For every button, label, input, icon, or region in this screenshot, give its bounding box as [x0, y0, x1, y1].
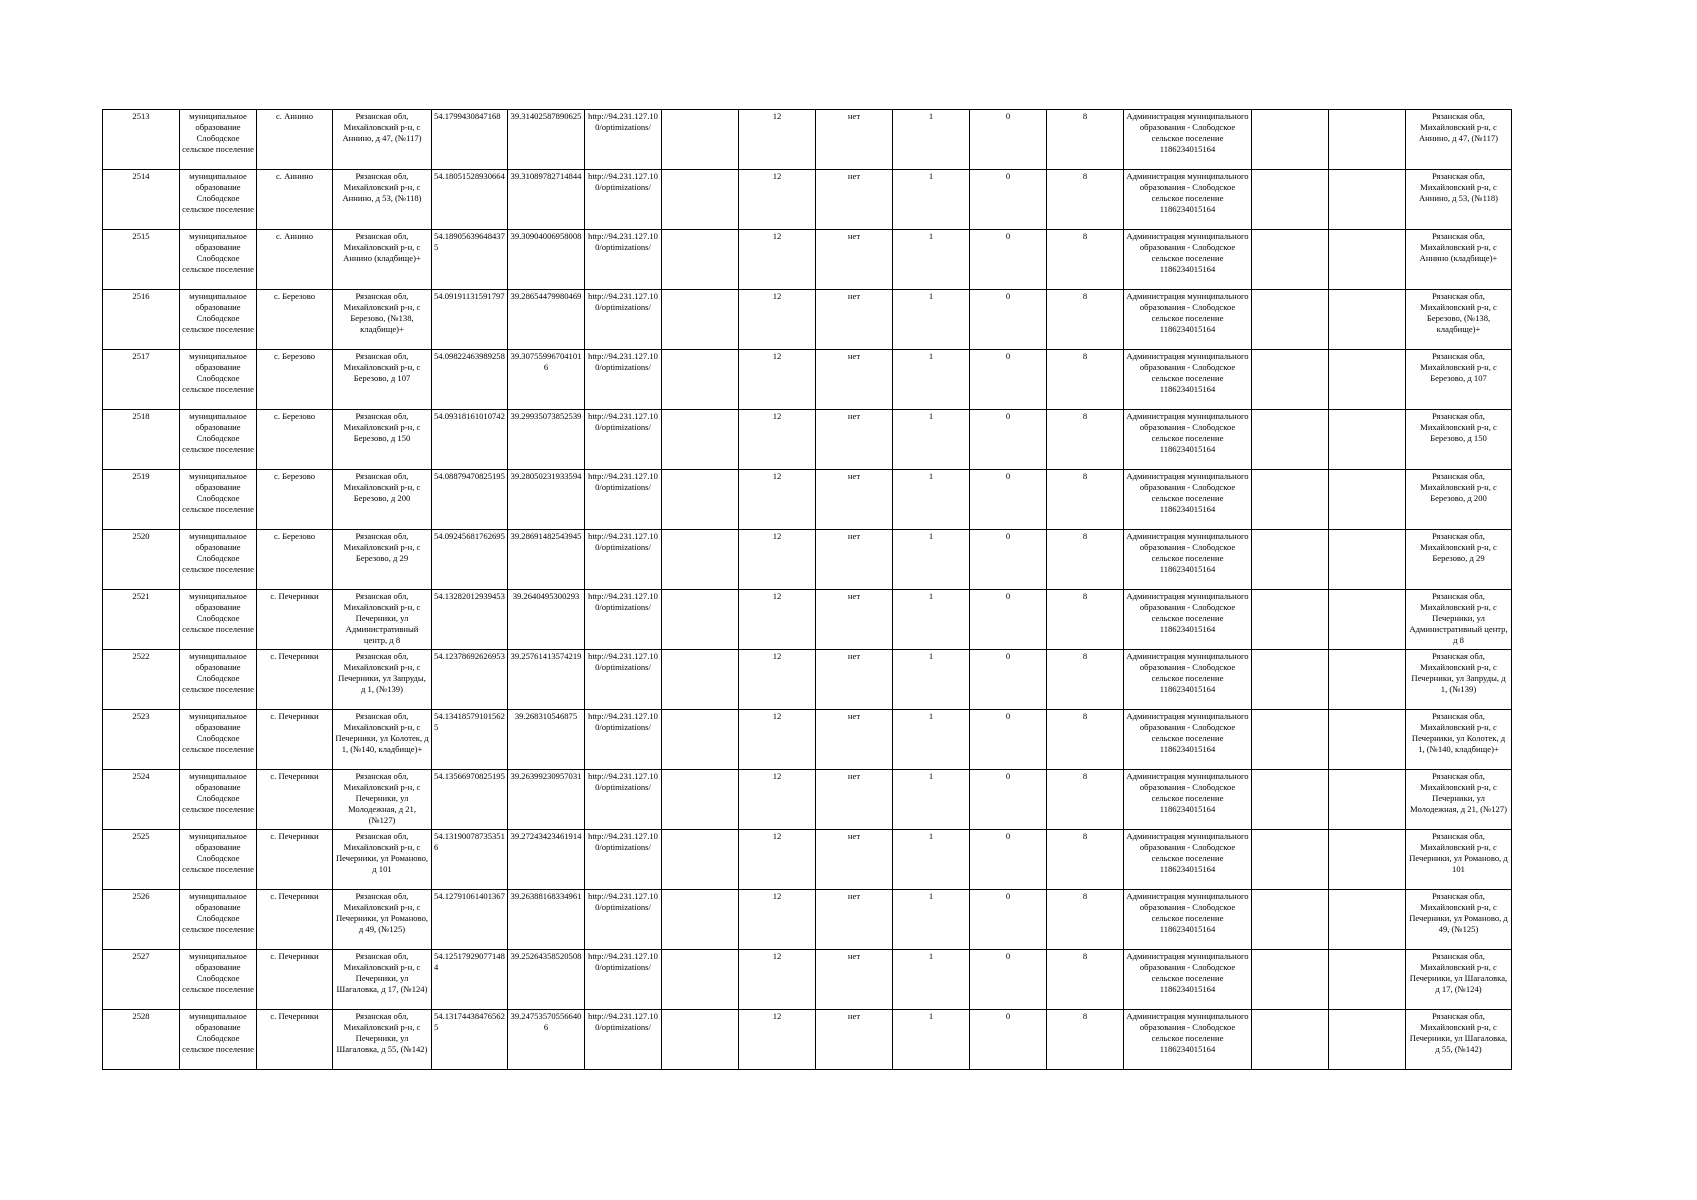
flag-cell: нет — [816, 410, 893, 470]
latitude-cell: 54.13566970825195 — [432, 770, 508, 830]
locality-cell: с. Березово — [257, 410, 333, 470]
url-cell: http://94.231.127.100/optimizations/ — [585, 350, 662, 410]
latitude-cell: 54.09191131591797 — [432, 290, 508, 350]
row-number-cell: 2517 — [103, 350, 180, 410]
count-cell: 8 — [1047, 770, 1124, 830]
count-cell: 0 — [970, 650, 1047, 710]
empty-cell — [1329, 950, 1406, 1010]
table-row — [103, 470, 1512, 530]
address-cell: Рязанская обл, Михайловский р-н, с Печерники, ул Романово, д 49, (№125) — [333, 890, 432, 950]
table-row — [103, 170, 1512, 230]
empty-cell — [1252, 590, 1329, 650]
url-cell: http://94.231.127.100/optimizations/ — [585, 170, 662, 230]
flag-cell: нет — [816, 170, 893, 230]
empty-cell — [662, 650, 739, 710]
table-row — [103, 830, 1512, 890]
latitude-cell: 54.12791061401367 — [432, 890, 508, 950]
count-cell: 8 — [1047, 290, 1124, 350]
empty-cell — [1252, 170, 1329, 230]
empty-cell — [1329, 410, 1406, 470]
owner-cell: Администрация муниципального образования - Слободское сельское поселение 1186234015164 — [1124, 1010, 1252, 1070]
empty-cell — [662, 350, 739, 410]
table-row — [103, 890, 1512, 950]
flag-cell: нет — [816, 530, 893, 590]
count-cell: 8 — [1047, 890, 1124, 950]
municipality-cell: муниципальное образование Слободское сельское поселение — [180, 950, 257, 1010]
url-cell: http://94.231.127.100/optimizations/ — [585, 830, 662, 890]
latitude-cell: 54.09822463989258 — [432, 350, 508, 410]
municipality-cell: муниципальное образование Слободское сельское поселение — [180, 470, 257, 530]
url-cell: http://94.231.127.100/optimizations/ — [585, 230, 662, 290]
owner-cell: Администрация муниципального образования - Слободское сельское поселение 1186234015164 — [1124, 830, 1252, 890]
municipality-cell: муниципальное образование Слободское сельское поселение — [180, 1010, 257, 1070]
empty-cell — [1329, 770, 1406, 830]
count-cell: 1 — [893, 590, 970, 650]
url-cell: http://94.231.127.100/optimizations/ — [585, 650, 662, 710]
value-cell: 12 — [739, 890, 816, 950]
longitude-cell: 39.25264358520508 — [508, 950, 585, 1010]
empty-cell — [1252, 950, 1329, 1010]
address-cell: Рязанская обл, Михайловский р-н, с Аннино, д 53, (№118) — [333, 170, 432, 230]
address-cell: Рязанская обл, Михайловский р-н, с Березово, д 150 — [333, 410, 432, 470]
locality-cell: с. Аннино — [257, 170, 333, 230]
count-cell: 1 — [893, 170, 970, 230]
count-cell: 0 — [970, 410, 1047, 470]
municipality-cell: муниципальное образование Слободское сельское поселение — [180, 230, 257, 290]
address-cell: Рязанская обл, Михайловский р-н, с Печерники, ул Молодежная, д 21, (№127) — [333, 770, 432, 830]
empty-cell — [1329, 230, 1406, 290]
municipality-cell: муниципальное образование Слободское сельское поселение — [180, 770, 257, 830]
count-cell: 0 — [970, 170, 1047, 230]
count-cell: 0 — [970, 770, 1047, 830]
empty-cell — [1252, 890, 1329, 950]
flag-cell: нет — [816, 470, 893, 530]
longitude-cell: 39.268310546875 — [508, 710, 585, 770]
count-cell: 8 — [1047, 1010, 1124, 1070]
count-cell: 1 — [893, 410, 970, 470]
latitude-cell: 54.131900787353516 — [432, 830, 508, 890]
row-number-cell: 2522 — [103, 650, 180, 710]
count-cell: 1 — [893, 530, 970, 590]
address-duplicate-cell: Рязанская обл, Михайловский р-н, с Аннино, д 53, (№118) — [1406, 170, 1512, 230]
row-number-cell: 2515 — [103, 230, 180, 290]
table-row — [103, 710, 1512, 770]
owner-cell: Администрация муниципального образования - Слободское сельское поселение 1186234015164 — [1124, 710, 1252, 770]
longitude-cell: 39.2640495300293 — [508, 590, 585, 650]
table-row — [103, 1010, 1512, 1070]
empty-cell — [1329, 110, 1406, 170]
address-duplicate-cell: Рязанская обл, Михайловский р-н, с Березово, д 200 — [1406, 470, 1512, 530]
count-cell: 8 — [1047, 110, 1124, 170]
address-duplicate-cell: Рязанская обл, Михайловский р-н, с Аннино (кладбище)+ — [1406, 230, 1512, 290]
longitude-cell: 39.247535705566406 — [508, 1010, 585, 1070]
count-cell: 8 — [1047, 470, 1124, 530]
url-cell: http://94.231.127.100/optimizations/ — [585, 110, 662, 170]
empty-cell — [1329, 830, 1406, 890]
table-row — [103, 290, 1512, 350]
count-cell: 1 — [893, 650, 970, 710]
url-cell: http://94.231.127.100/optimizations/ — [585, 1010, 662, 1070]
empty-cell — [1329, 170, 1406, 230]
address-cell: Рязанская обл, Михайловский р-н, с Березово, д 107 — [333, 350, 432, 410]
count-cell: 0 — [970, 530, 1047, 590]
empty-cell — [1252, 650, 1329, 710]
value-cell: 12 — [739, 710, 816, 770]
row-number-cell: 2513 — [103, 110, 180, 170]
empty-cell — [1329, 470, 1406, 530]
longitude-cell: 39.31089782714844 — [508, 170, 585, 230]
flag-cell: нет — [816, 830, 893, 890]
row-number-cell: 2527 — [103, 950, 180, 1010]
empty-cell — [662, 770, 739, 830]
count-cell: 0 — [970, 1010, 1047, 1070]
url-cell: http://94.231.127.100/optimizations/ — [585, 770, 662, 830]
latitude-cell: 54.189056396484375 — [432, 230, 508, 290]
registry-table — [102, 109, 1512, 1070]
latitude-cell: 54.134185791015625 — [432, 710, 508, 770]
flag-cell: нет — [816, 350, 893, 410]
longitude-cell: 39.26388168334961 — [508, 890, 585, 950]
locality-cell: с. Березово — [257, 530, 333, 590]
value-cell: 12 — [739, 170, 816, 230]
address-cell: Рязанская обл, Михайловский р-н, с Печерники, ул Запруды, д 1, (№139) — [333, 650, 432, 710]
empty-cell — [662, 410, 739, 470]
count-cell: 1 — [893, 710, 970, 770]
locality-cell: с. Печерники — [257, 950, 333, 1010]
value-cell: 12 — [739, 230, 816, 290]
municipality-cell: муниципальное образование Слободское сельское поселение — [180, 590, 257, 650]
table-row — [103, 350, 1512, 410]
address-cell: Рязанская обл, Михайловский р-н, с Березово, (№138, кладбище)+ — [333, 290, 432, 350]
latitude-cell: 54.125179290771484 — [432, 950, 508, 1010]
empty-cell — [662, 470, 739, 530]
address-duplicate-cell: Рязанская обл, Михайловский р-н, с Печерники, ул Колотек, д 1, (№140, кладбище)+ — [1406, 710, 1512, 770]
municipality-cell: муниципальное образование Слободское сельское поселение — [180, 350, 257, 410]
empty-cell — [1329, 530, 1406, 590]
empty-cell — [1329, 650, 1406, 710]
flag-cell: нет — [816, 1010, 893, 1070]
row-number-cell: 2525 — [103, 830, 180, 890]
owner-cell: Администрация муниципального образования - Слободское сельское поселение 1186234015164 — [1124, 470, 1252, 530]
address-duplicate-cell: Рязанская обл, Михайловский р-н, с Печерники, ул Шагаловка, д 55, (№142) — [1406, 1010, 1512, 1070]
count-cell: 8 — [1047, 710, 1124, 770]
locality-cell: с. Печерники — [257, 710, 333, 770]
flag-cell: нет — [816, 710, 893, 770]
owner-cell: Администрация муниципального образования - Слободское сельское поселение 1186234015164 — [1124, 950, 1252, 1010]
municipality-cell: муниципальное образование Слободское сельское поселение — [180, 110, 257, 170]
address-cell: Рязанская обл, Михайловский р-н, с Печерники, ул Шагаловка, д 55, (№142) — [333, 1010, 432, 1070]
table-row — [103, 650, 1512, 710]
flag-cell: нет — [816, 110, 893, 170]
municipality-cell: муниципальное образование Слободское сельское поселение — [180, 410, 257, 470]
municipality-cell: муниципальное образование Слободское сельское поселение — [180, 830, 257, 890]
empty-cell — [662, 170, 739, 230]
empty-cell — [1329, 590, 1406, 650]
empty-cell — [1252, 710, 1329, 770]
municipality-cell: муниципальное образование Слободское сельское поселение — [180, 650, 257, 710]
table-row — [103, 530, 1512, 590]
row-number-cell: 2520 — [103, 530, 180, 590]
count-cell: 1 — [893, 110, 970, 170]
count-cell: 0 — [970, 890, 1047, 950]
address-duplicate-cell: Рязанская обл, Михайловский р-н, с Печерники, ул Романово, д 101 — [1406, 830, 1512, 890]
address-cell: Рязанская обл, Михайловский р-н, с Аннино, д 47, (№117) — [333, 110, 432, 170]
empty-cell — [662, 530, 739, 590]
owner-cell: Администрация муниципального образования - Слободское сельское поселение 1186234015164 — [1124, 650, 1252, 710]
count-cell: 8 — [1047, 350, 1124, 410]
count-cell: 0 — [970, 590, 1047, 650]
locality-cell: с. Аннино — [257, 110, 333, 170]
latitude-cell: 54.18051528930664 — [432, 170, 508, 230]
address-cell: Рязанская обл, Михайловский р-н, с Печерники, ул Романово, д 101 — [333, 830, 432, 890]
count-cell: 0 — [970, 350, 1047, 410]
owner-cell: Администрация муниципального образования - Слободское сельское поселение 1186234015164 — [1124, 530, 1252, 590]
address-cell: Рязанская обл, Михайловский р-н, с Печерники, ул Шагаловка, д 17, (№124) — [333, 950, 432, 1010]
locality-cell: с. Печерники — [257, 590, 333, 650]
address-duplicate-cell: Рязанская обл, Михайловский р-н, с Березово, д 107 — [1406, 350, 1512, 410]
empty-cell — [1329, 290, 1406, 350]
empty-cell — [1329, 890, 1406, 950]
empty-cell — [1252, 830, 1329, 890]
address-cell: Рязанская обл, Михайловский р-н, с Печерники, ул Административный центр, д 8 — [333, 590, 432, 650]
count-cell: 1 — [893, 1010, 970, 1070]
owner-cell: Администрация муниципального образования - Слободское сельское поселение 1186234015164 — [1124, 170, 1252, 230]
address-duplicate-cell: Рязанская обл, Михайловский р-н, с Березово, д 29 — [1406, 530, 1512, 590]
address-duplicate-cell: Рязанская обл, Михайловский р-н, с Аннино, д 47, (№117) — [1406, 110, 1512, 170]
empty-cell — [1252, 530, 1329, 590]
locality-cell: с. Березово — [257, 350, 333, 410]
count-cell: 8 — [1047, 650, 1124, 710]
row-number-cell: 2524 — [103, 770, 180, 830]
empty-cell — [1329, 1010, 1406, 1070]
empty-cell — [1252, 1010, 1329, 1070]
owner-cell: Администрация муниципального образования - Слободское сельское поселение 1186234015164 — [1124, 590, 1252, 650]
empty-cell — [1252, 770, 1329, 830]
count-cell: 1 — [893, 830, 970, 890]
empty-cell — [662, 950, 739, 1010]
flag-cell: нет — [816, 650, 893, 710]
count-cell: 8 — [1047, 170, 1124, 230]
municipality-cell: муниципальное образование Слободское сельское поселение — [180, 170, 257, 230]
empty-cell — [662, 590, 739, 650]
flag-cell: нет — [816, 290, 893, 350]
value-cell: 12 — [739, 410, 816, 470]
empty-cell — [1252, 290, 1329, 350]
latitude-cell: 54.131744384765625 — [432, 1010, 508, 1070]
flag-cell: нет — [816, 770, 893, 830]
latitude-cell: 54.12378692626953 — [432, 650, 508, 710]
owner-cell: Администрация муниципального образования - Слободское сельское поселение 1186234015164 — [1124, 110, 1252, 170]
count-cell: 1 — [893, 950, 970, 1010]
longitude-cell: 39.26399230957031 — [508, 770, 585, 830]
owner-cell: Администрация муниципального образования - Слободское сельское поселение 1186234015164 — [1124, 410, 1252, 470]
latitude-cell: 54.09318161010742 — [432, 410, 508, 470]
locality-cell: с. Березово — [257, 290, 333, 350]
value-cell: 12 — [739, 770, 816, 830]
value-cell: 12 — [739, 1010, 816, 1070]
count-cell: 8 — [1047, 530, 1124, 590]
count-cell: 0 — [970, 710, 1047, 770]
locality-cell: с. Березово — [257, 470, 333, 530]
empty-cell — [662, 710, 739, 770]
count-cell: 0 — [970, 230, 1047, 290]
empty-cell — [662, 110, 739, 170]
longitude-cell: 39.31402587890625 — [508, 110, 585, 170]
longitude-cell: 39.28654479980469 — [508, 290, 585, 350]
longitude-cell: 39.27243423461914 — [508, 830, 585, 890]
latitude-cell: 54.13282012939453 — [432, 590, 508, 650]
flag-cell: нет — [816, 950, 893, 1010]
table-row — [103, 110, 1512, 170]
empty-cell — [1252, 110, 1329, 170]
count-cell: 0 — [970, 830, 1047, 890]
empty-cell — [1252, 470, 1329, 530]
longitude-cell: 39.25761413574219 — [508, 650, 585, 710]
row-number-cell: 2519 — [103, 470, 180, 530]
municipality-cell: муниципальное образование Слободское сельское поселение — [180, 530, 257, 590]
locality-cell: с. Печерники — [257, 770, 333, 830]
count-cell: 1 — [893, 890, 970, 950]
table-row — [103, 590, 1512, 650]
locality-cell: с. Печерники — [257, 1010, 333, 1070]
address-duplicate-cell: Рязанская обл, Михайловский р-н, с Березово, (№138, кладбище)+ — [1406, 290, 1512, 350]
empty-cell — [662, 890, 739, 950]
flag-cell: нет — [816, 890, 893, 950]
address-cell: Рязанская обл, Михайловский р-н, с Березово, д 200 — [333, 470, 432, 530]
address-duplicate-cell: Рязанская обл, Михайловский р-н, с Печерники, ул Романово, д 49, (№125) — [1406, 890, 1512, 950]
value-cell: 12 — [739, 470, 816, 530]
address-duplicate-cell: Рязанская обл, Михайловский р-н, с Печерники, ул Административный центр, д 8 — [1406, 590, 1512, 650]
longitude-cell: 39.29935073852539 — [508, 410, 585, 470]
value-cell: 12 — [739, 590, 816, 650]
row-number-cell: 2528 — [103, 1010, 180, 1070]
owner-cell: Администрация муниципального образования - Слободское сельское поселение 1186234015164 — [1124, 230, 1252, 290]
table-row — [103, 410, 1512, 470]
count-cell: 1 — [893, 290, 970, 350]
row-number-cell: 2514 — [103, 170, 180, 230]
url-cell: http://94.231.127.100/optimizations/ — [585, 950, 662, 1010]
value-cell: 12 — [739, 530, 816, 590]
value-cell: 12 — [739, 110, 816, 170]
row-number-cell: 2518 — [103, 410, 180, 470]
address-cell: Рязанская обл, Михайловский р-н, с Березово, д 29 — [333, 530, 432, 590]
longitude-cell: 39.28691482543945 — [508, 530, 585, 590]
row-number-cell: 2523 — [103, 710, 180, 770]
owner-cell: Администрация муниципального образования - Слободское сельское поселение 1186234015164 — [1124, 890, 1252, 950]
url-cell: http://94.231.127.100/optimizations/ — [585, 530, 662, 590]
flag-cell: нет — [816, 590, 893, 650]
longitude-cell: 39.30904006958008 — [508, 230, 585, 290]
url-cell: http://94.231.127.100/optimizations/ — [585, 710, 662, 770]
count-cell: 8 — [1047, 950, 1124, 1010]
count-cell: 1 — [893, 230, 970, 290]
table-row — [103, 950, 1512, 1010]
value-cell: 12 — [739, 290, 816, 350]
table-row — [103, 770, 1512, 830]
value-cell: 12 — [739, 650, 816, 710]
empty-cell — [1252, 350, 1329, 410]
count-cell: 0 — [970, 950, 1047, 1010]
address-duplicate-cell: Рязанская обл, Михайловский р-н, с Печерники, ул Запруды, д 1, (№139) — [1406, 650, 1512, 710]
empty-cell — [662, 1010, 739, 1070]
empty-cell — [662, 830, 739, 890]
owner-cell: Администрация муниципального образования - Слободское сельское поселение 1186234015164 — [1124, 350, 1252, 410]
locality-cell: с. Печерники — [257, 650, 333, 710]
count-cell: 0 — [970, 290, 1047, 350]
municipality-cell: муниципальное образование Слободское сельское поселение — [180, 890, 257, 950]
address-duplicate-cell: Рязанская обл, Михайловский р-н, с Печерники, ул Молодежная, д 21, (№127) — [1406, 770, 1512, 830]
flag-cell: нет — [816, 230, 893, 290]
empty-cell — [1329, 350, 1406, 410]
count-cell: 8 — [1047, 410, 1124, 470]
url-cell: http://94.231.127.100/optimizations/ — [585, 410, 662, 470]
empty-cell — [1252, 410, 1329, 470]
row-number-cell: 2516 — [103, 290, 180, 350]
url-cell: http://94.231.127.100/optimizations/ — [585, 290, 662, 350]
owner-cell: Администрация муниципального образования - Слободское сельское поселение 1186234015164 — [1124, 770, 1252, 830]
municipality-cell: муниципальное образование Слободское сельское поселение — [180, 290, 257, 350]
longitude-cell: 39.28050231933594 — [508, 470, 585, 530]
value-cell: 12 — [739, 830, 816, 890]
url-cell: http://94.231.127.100/optimizations/ — [585, 590, 662, 650]
empty-cell — [662, 290, 739, 350]
count-cell: 0 — [970, 110, 1047, 170]
empty-cell — [662, 230, 739, 290]
value-cell: 12 — [739, 950, 816, 1010]
empty-cell — [1252, 230, 1329, 290]
row-number-cell: 2526 — [103, 890, 180, 950]
table-body — [103, 110, 1512, 1070]
row-number-cell: 2521 — [103, 590, 180, 650]
locality-cell: с. Печерники — [257, 890, 333, 950]
address-cell: Рязанская обл, Михайловский р-н, с Аннино (кладбище)+ — [333, 230, 432, 290]
empty-cell — [1329, 710, 1406, 770]
count-cell: 0 — [970, 470, 1047, 530]
url-cell: http://94.231.127.100/optimizations/ — [585, 470, 662, 530]
latitude-cell: 54.1799430847168 — [432, 110, 508, 170]
count-cell: 8 — [1047, 230, 1124, 290]
latitude-cell: 54.08879470825195 — [432, 470, 508, 530]
count-cell: 8 — [1047, 830, 1124, 890]
count-cell: 1 — [893, 470, 970, 530]
count-cell: 1 — [893, 770, 970, 830]
locality-cell: с. Печерники — [257, 830, 333, 890]
owner-cell: Администрация муниципального образования - Слободское сельское поселение 1186234015164 — [1124, 290, 1252, 350]
municipality-cell: муниципальное образование Слободское сельское поселение — [180, 710, 257, 770]
url-cell: http://94.231.127.100/optimizations/ — [585, 890, 662, 950]
longitude-cell: 39.307559967041016 — [508, 350, 585, 410]
address-duplicate-cell: Рязанская обл, Михайловский р-н, с Березово, д 150 — [1406, 410, 1512, 470]
address-cell: Рязанская обл, Михайловский р-н, с Печерники, ул Колотек, д 1, (№140, кладбище)+ — [333, 710, 432, 770]
count-cell: 8 — [1047, 590, 1124, 650]
value-cell: 12 — [739, 350, 816, 410]
locality-cell: с. Аннино — [257, 230, 333, 290]
table-row — [103, 230, 1512, 290]
address-duplicate-cell: Рязанская обл, Михайловский р-н, с Печерники, ул Шагаловка, д 17, (№124) — [1406, 950, 1512, 1010]
count-cell: 1 — [893, 350, 970, 410]
latitude-cell: 54.09245681762695 — [432, 530, 508, 590]
